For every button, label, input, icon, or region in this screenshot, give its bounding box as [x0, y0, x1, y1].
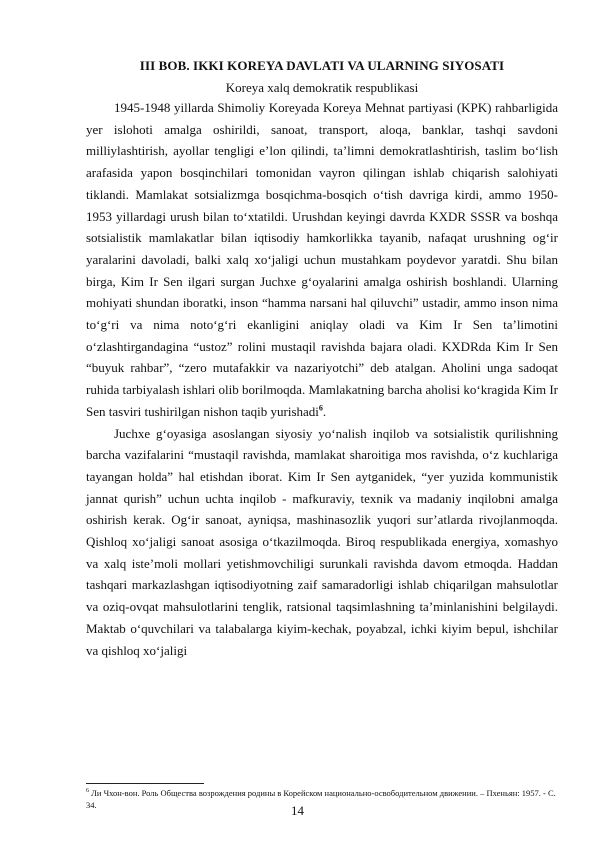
footnote-number: 6 [86, 788, 89, 794]
footnote-reference[interactable]: 6 [318, 403, 323, 413]
paragraph-2: Juchxe g‘oyasiga asoslangan siyosiy yo‘nalish inqilob va sotsialistik qurilishning barcha vazifalarini “mustaqil ravishda, mamlakat sharoitiga mos ravishda, o‘z kuchlariga tayangan holda” hal etishdan iborat. Kim Ir Sen aytganidek, “yer yuzida kommunistik jannat qurish” uchun uchta inqilob - mafkuraviy, texnik va madaniy inqilobni amalga oshirish kerak. Og‘ir sanoat, ayniqsa, mashinasozlik yuqori sur’atlarda rivojlanmoqda. Qishloq xo‘jaligi sanoat asosiga o‘tkazilmoqda. Biroq respublikada energiya, xomashyo va xalq iste’moli mollari yetishmovchiligi surunkali ravishda davom etmoqda. Haddan tashqari markazlashgan iqtisodiyotning zaif samaradorligi ishlab chiqarilgan mahsulotlar va oziq-ovqat mahsulotlarini tenglik, ratsional taqsimlashning ta’minlanishini belgilaydi. Maktab o‘quvchilari va talabalarga kiyim-kechak, poyabzal, ichki kiyim bepul, ishchilar va qishloq xo‘jaligi [86, 425, 558, 658]
page-number: 14 [291, 803, 304, 818]
footnote-text: Ли Чхон-вон. Роль Общества возрождения родины в Корейском национально-освободительном движении. – Пхеньян: 1957. - С. 34. [86, 787, 556, 810]
footnote-divider [86, 783, 204, 784]
paragraph-1-end: . [322, 403, 327, 419]
paragraph-1-text: 1945-1948 yillarda Shimoliy Koreyada Koreya Mehnat partiyasi (KPK) rahbarligida yer islohoti amalga oshirildi, sanoat, transport, aloqa, banklar, tashqi savdoni milliylashtirish, ayollar tengligi e’lon qilindi, ta’limni demokratlashtirish, taslim bo‘lish arafasida yapon bosqinchilari tomonidan vayron qilingan ishlab chiqarish salohiyati tiklandi. Mamlakat sotsializmga bosqichma-bosqich o‘tish davriga kirdi, ammo 1950-1953 yillardagi urush bilan to‘xtatildi. Urushdan keyingi davrda KXDR SSSR va boshqa sotsialistik mamlakatlar bilan iqtisodiy hamkorlikka tayanib, nafaqat urushning og‘ir yaralarini davoladi, balki xalq xo‘jaligi uchun mustahkam poydevor yaratdi. Shu bilan birga, Kim Ir Sen ilgari surgan Juchxe g‘oyalarini amalga oshirish boshlandi. Ularning mohiyati shundan iboratki, inson “hamma narsani hal qiluvchi” ustadir, ammo inson nima to‘g‘ri va nima noto‘g‘ri ekanligini aniqlay oladi va Kim Ir Sen ta’limotini o‘zlashtirgandagina “ustoz” rolini mustaqil ravishda bajara oladi. KXDRda Kim Ir Sen “buyuk rahbar”, “zero mutafakkir va nazariyotchi” deb atalgan. Aholini unga sadoqat ruhida tarbiyalash ishlari olib borilmoqda. Mamlakatning barcha aholisi ko‘kragida Kim Ir Sen tasviri tushirilgan nishon taqib yurishadi [86, 100, 558, 419]
page-body [86, 56, 558, 661]
chapter-title: III BOB. IKKI KOREYA DAVLATI VA ULARNING SIYOSATI [139, 58, 505, 73]
section-title: Koreya xalq demokratik respublikasi [225, 80, 419, 95]
paragraph-1 [86, 97, 558, 423]
